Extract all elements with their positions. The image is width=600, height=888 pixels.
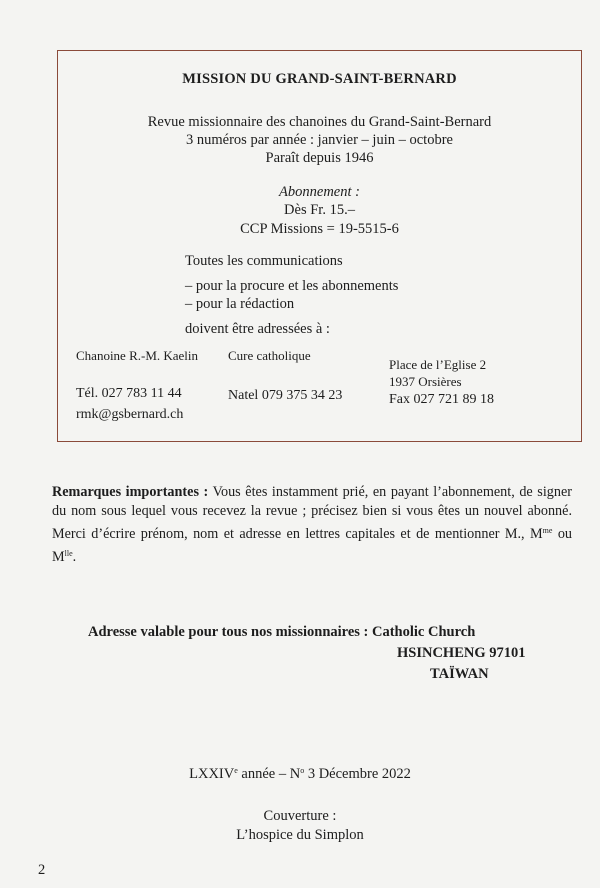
contact-office: Cure catholique [228, 348, 311, 363]
issue-line [0, 766, 600, 783]
contact-city: 1937 Orsières [389, 374, 462, 389]
missionaries-address-label: Adresse valable pour tous nos missionnaires : Catholic Church [88, 624, 476, 640]
frequency-line: 3 numéros par année : janvier – juin – octobre [186, 132, 453, 148]
contact-name: Chanoine R.-M. Kaelin [76, 348, 199, 363]
cover-title: L’hospice du Simplon [236, 827, 364, 843]
page-number: 2 [38, 862, 46, 878]
issue-text: année – N [237, 766, 301, 782]
issue-date: 3 Décembre 2022 [304, 766, 411, 782]
communications-closing: doivent être adressées à : [185, 321, 330, 337]
contact-fax: Fax 027 721 89 18 [389, 392, 494, 407]
cover-label: Couverture : [263, 808, 337, 824]
issue-number-sup: o [300, 766, 305, 775]
remarks-sup: me [542, 526, 553, 535]
since-line: Paraît depuis 1946 [265, 150, 374, 166]
info-box [57, 50, 582, 442]
contact-street: Place de l’Eglise 2 [389, 357, 487, 372]
contact-mobile: Natel 079 375 34 23 [228, 388, 343, 403]
issue-volume-sup: e [234, 766, 238, 775]
communications-title: Toutes les communications [185, 253, 343, 269]
description-line: Revue missionnaire des chanoines du Grand-Saint-Bernard [147, 114, 492, 130]
remarks-text: ou M [52, 526, 573, 565]
communications-item: – pour la rédaction [185, 296, 295, 312]
remarks-text: Vous êtes instamment prié, en payant l’abonnement, de signer du nom sous lequel vous recevez la revue ; précisez bien si vous êtes un nouvel abonné. Merci d’écrire prénom, nom et adresse en lettres capitales et de mentionner M., M [52, 484, 572, 542]
remarks-text: . [72, 549, 77, 565]
subscription-price: Dès Fr. 15.– [284, 202, 355, 218]
remarks-sup: lle [64, 549, 73, 558]
contact-email: rmk@gsbernard.ch [76, 407, 184, 422]
issue-volume: LXXIV [189, 766, 235, 782]
remarks-paragraph [52, 483, 572, 567]
contact-phone: Tél. 027 783 11 44 [76, 386, 182, 401]
communications-item: – pour la procure et les abonnements [185, 278, 399, 294]
subscription-ccp: CCP Missions = 19-5515-6 [240, 221, 399, 237]
missionaries-address-city: HSINCHENG 97101 [397, 645, 526, 661]
publication-title: MISSION DU GRAND-SAINT-BERNARD [182, 71, 457, 87]
subscription-label: Abonnement : [279, 184, 360, 200]
remarks-label: Remarques importantes : [52, 484, 209, 500]
missionaries-address-country: TAÏWAN [430, 666, 489, 682]
